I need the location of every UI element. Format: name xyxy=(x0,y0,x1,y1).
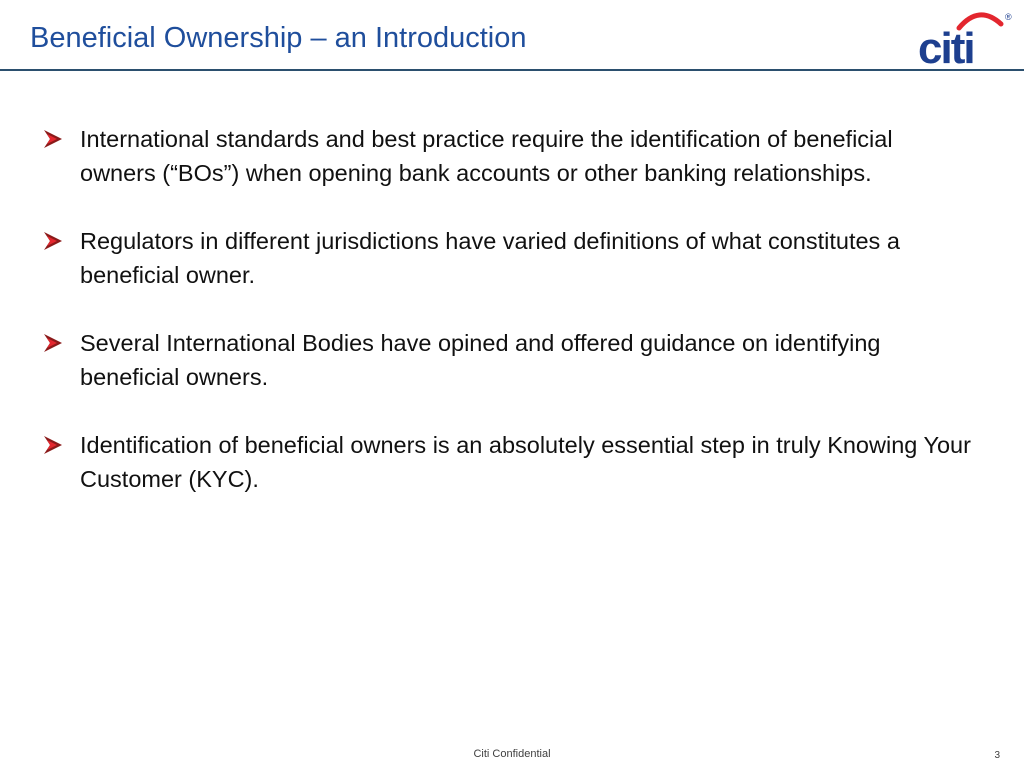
arrow-right-icon xyxy=(42,231,64,251)
bullet-item xyxy=(42,326,972,394)
bullet-text: Identification of beneficial owners is an absolutely essential step in truly Knowing Your Customer (KYC). xyxy=(80,432,971,492)
bullet-item xyxy=(42,428,972,496)
header-divider xyxy=(0,69,1024,71)
bullet-list xyxy=(42,122,972,530)
page-number: 3 xyxy=(994,750,1000,761)
bullet-text: International standards and best practice require the identification of beneficial owners (“BOs”) when opening bank accounts or other banking relationships. xyxy=(80,126,893,186)
bullet-item xyxy=(42,224,972,292)
bullet-text: Several International Bodies have opined and offered guidance on identifying beneficial owners. xyxy=(80,330,881,390)
bullet-text: Regulators in different jurisdictions have varied definitions of what constitutes a beneficial owner. xyxy=(80,228,900,288)
arrow-right-icon xyxy=(42,129,64,149)
footer-confidential: Citi Confidential xyxy=(473,748,551,760)
arrow-right-icon xyxy=(42,333,64,353)
citi-logo xyxy=(916,6,1016,68)
slide-title: Beneficial Ownership – an Introduction xyxy=(30,22,527,54)
arrow-right-icon xyxy=(42,435,64,455)
bullet-item xyxy=(42,122,972,190)
citi-logo-registered-mark: ® xyxy=(1005,12,1012,22)
citi-logo-text: citi xyxy=(918,24,974,68)
